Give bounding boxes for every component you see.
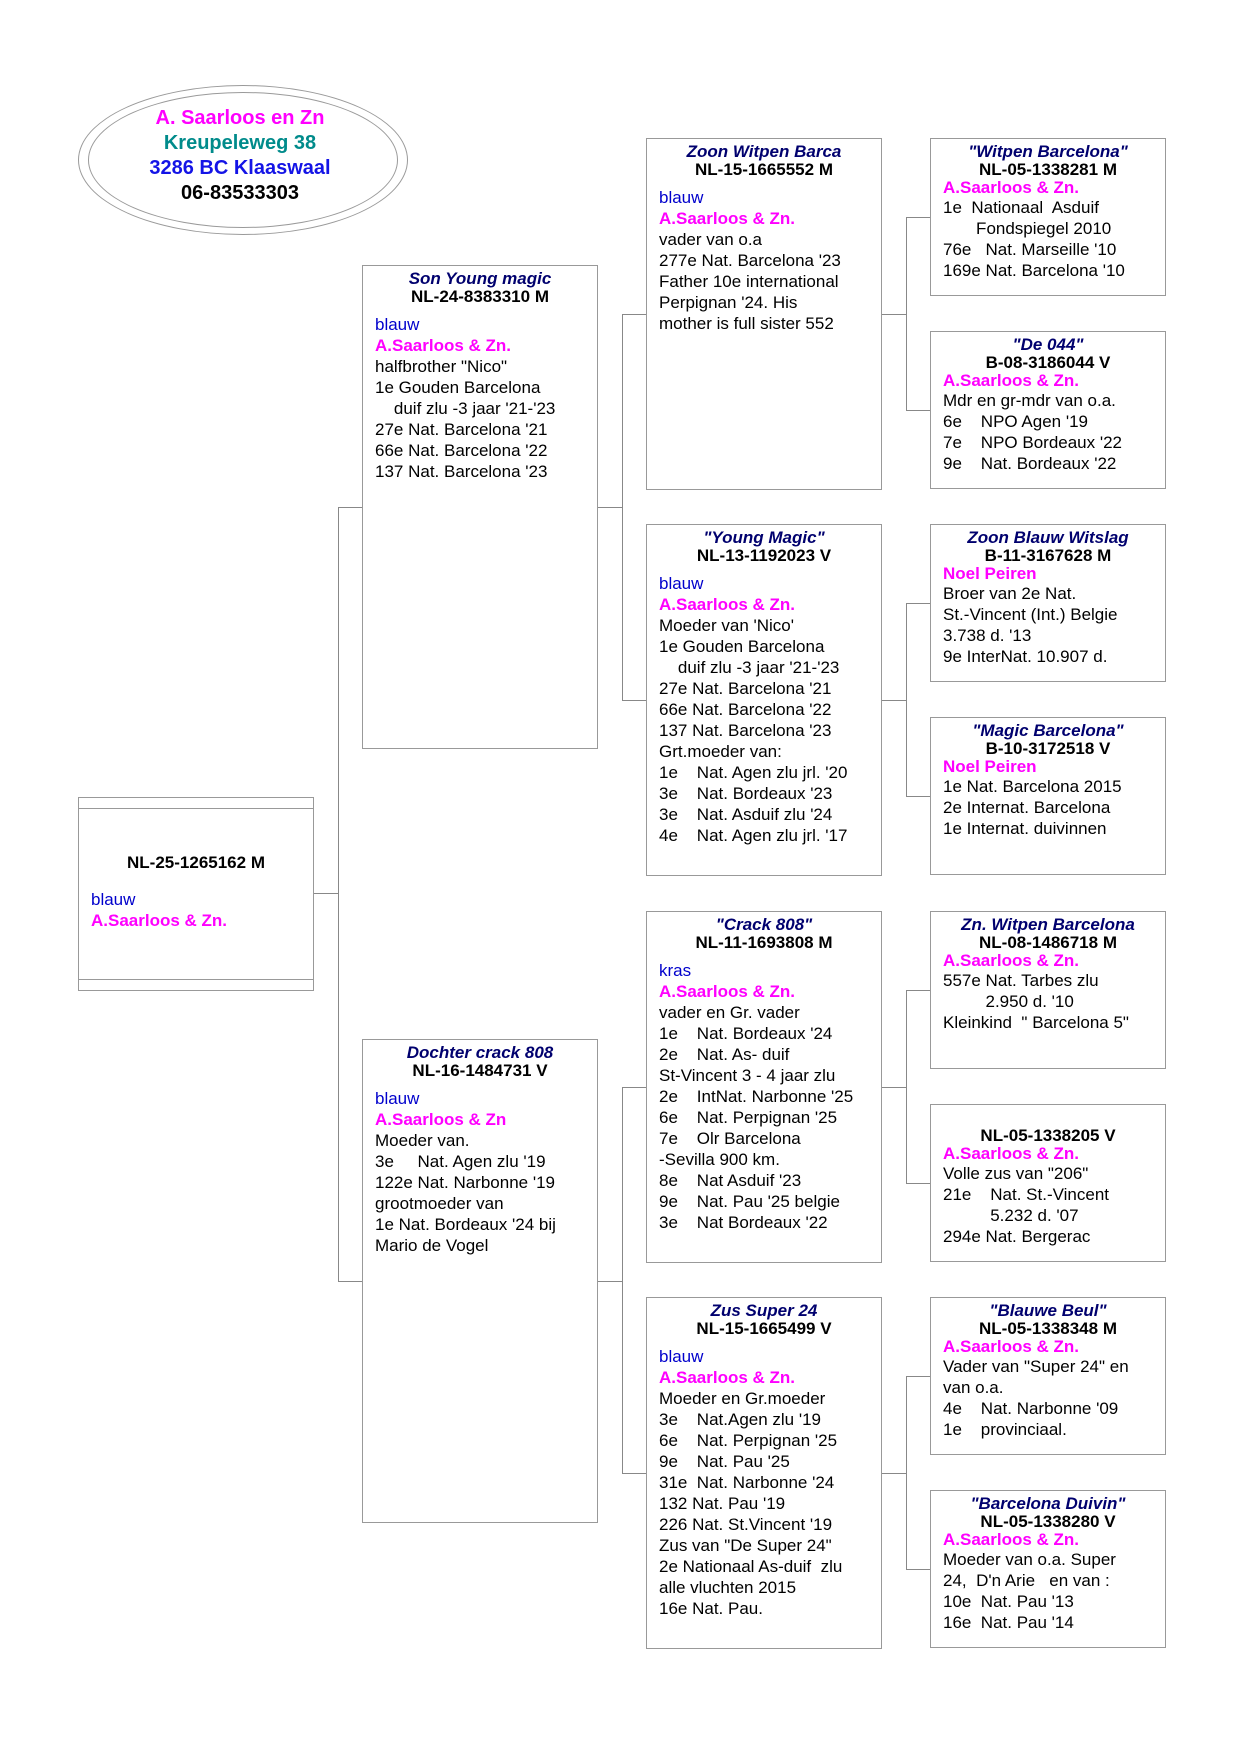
sd-dam-results xyxy=(931,776,1165,839)
result-line: duif zlu -3 jaar '21-'23 xyxy=(375,399,556,418)
connector-line xyxy=(906,990,930,991)
connector-line xyxy=(622,314,623,700)
result-line: 3e Nat Bordeaux '22 xyxy=(659,1213,828,1232)
connector-line xyxy=(882,314,906,315)
sd-sire-breeder: Noel Peiren xyxy=(943,564,1037,583)
result-line: 2e IntNat. Narbonne '25 xyxy=(659,1087,854,1106)
result-line: Volle zus van "206" xyxy=(943,1164,1089,1183)
connector-line xyxy=(906,1569,930,1570)
result-line: 4e Nat. Narbonne '09 xyxy=(943,1399,1119,1418)
result-line: Moeder van. xyxy=(375,1131,470,1150)
ss-dam-ring: B-08-3186044 V xyxy=(985,353,1111,372)
sire-color: blauw xyxy=(375,315,420,334)
sire-dam-ring: NL-13-1192023 V xyxy=(696,546,832,565)
result-line: 2e Internat. Barcelona xyxy=(943,798,1111,817)
result-line: 1e Gouden Barcelona xyxy=(375,378,541,397)
dam-dam-card xyxy=(646,1297,882,1649)
result-line: Kleinkind " Barcelona 5" xyxy=(943,1013,1129,1032)
dd-sire-breeder: A.Saarloos & Zn. xyxy=(943,1337,1080,1356)
dam-ring: NL-16-1484731 V xyxy=(412,1061,548,1080)
connector-line xyxy=(882,1473,906,1474)
subject-bottom-rule xyxy=(79,979,313,980)
sire-ring: NL-24-8383310 M xyxy=(411,287,549,306)
sire-dam-results xyxy=(647,615,881,846)
result-line: 1e Nat. Bordeaux '24 bij xyxy=(375,1215,556,1234)
result-line: vader en Gr. vader xyxy=(659,1003,800,1022)
sire-card xyxy=(362,265,598,749)
dd-dam-name: "Barcelona Duivin" xyxy=(970,1494,1126,1513)
sd-sire-ring: B-11-3167628 M xyxy=(984,546,1112,565)
result-line: 132 Nat. Pau '19 xyxy=(659,1494,786,1513)
connector-line xyxy=(622,700,646,701)
result-line: 277e Nat. Barcelona '23 xyxy=(659,251,841,270)
result-line: 1e Nat. Barcelona 2015 xyxy=(943,777,1122,796)
ss-dam-results xyxy=(931,390,1165,474)
dam-breeder: A.Saarloos & Zn xyxy=(375,1110,507,1129)
ds-sire-card xyxy=(930,911,1166,1069)
result-line: 1e Nat. Agen zlu jrl. '20 xyxy=(659,763,848,782)
result-line: 66e Nat. Barcelona '22 xyxy=(375,441,548,460)
result-line: Moeder en Gr.moeder xyxy=(659,1389,826,1408)
result-line: St.-Vincent (Int.) Belgie xyxy=(943,605,1118,624)
ss-sire-card xyxy=(930,138,1166,296)
result-line: 1e provinciaal. xyxy=(943,1420,1067,1439)
result-line: 9e Nat. Pau '25 xyxy=(659,1452,790,1471)
subject-ring: NL-25-1265162 M xyxy=(127,853,265,872)
sd-sire-results xyxy=(931,583,1165,667)
connector-line xyxy=(598,1281,622,1282)
ds-dam-card xyxy=(930,1104,1166,1262)
dam-name: Dochter crack 808 xyxy=(406,1043,554,1062)
connector-line xyxy=(338,1281,362,1282)
result-line: Perpignan '24. His xyxy=(659,293,798,312)
result-line: Moeder van o.a. Super xyxy=(943,1550,1116,1569)
result-line: 1e Nationaal Asduif xyxy=(943,198,1099,217)
sd-sire-name: Zoon Blauw Witslag xyxy=(967,528,1129,547)
ss-sire-name: "Witpen Barcelona" xyxy=(968,142,1128,161)
dd-dam-card xyxy=(930,1490,1166,1648)
result-line: 7e Olr Barcelona xyxy=(659,1129,801,1148)
result-line: van o.a. xyxy=(943,1378,1004,1397)
result-line: 2e Nationaal As-duif zlu xyxy=(659,1557,843,1576)
result-line: Broer van 2e Nat. xyxy=(943,584,1077,603)
sire-sire-card xyxy=(646,138,882,490)
ss-dam-card xyxy=(930,331,1166,489)
subject-card xyxy=(78,797,314,991)
result-line: 16e Nat. Pau '14 xyxy=(943,1613,1074,1632)
result-line: 2e Nat. As- duif xyxy=(659,1045,790,1064)
result-line: Mdr en gr-mdr van o.a. xyxy=(943,391,1116,410)
result-line: 294e Nat. Bergerac xyxy=(943,1227,1091,1246)
result-line: Vader van "Super 24" en xyxy=(943,1357,1129,1376)
dam-sire-breeder: A.Saarloos & Zn. xyxy=(659,982,796,1001)
result-line: St-Vincent 3 - 4 jaar zlu xyxy=(659,1066,836,1085)
result-line: 3.738 d. '13 xyxy=(943,626,1032,645)
result-line: 27e Nat. Barcelona '21 xyxy=(659,679,832,698)
sd-dam-name: "Magic Barcelona" xyxy=(972,721,1124,740)
result-line: 6e Nat. Perpignan '25 xyxy=(659,1431,838,1450)
sd-dam-ring: B-10-3172518 V xyxy=(985,739,1111,758)
sd-dam-card xyxy=(930,717,1166,875)
connector-line xyxy=(906,217,930,218)
connector-line xyxy=(906,990,907,1183)
result-line: 31e Nat. Narbonne '24 xyxy=(659,1473,835,1492)
connector-line xyxy=(906,217,907,410)
connector-line xyxy=(622,1473,646,1474)
result-line: 16e Nat. Pau. xyxy=(659,1599,763,1618)
result-line: 122e Nat. Narbonne '19 xyxy=(375,1173,555,1192)
breeder-street: Kreupeleweg 38 xyxy=(163,132,317,154)
result-line: Father 10e international xyxy=(659,272,839,291)
sire-dam-name: "Young Magic" xyxy=(703,528,825,547)
result-line: 9e Nat. Bordeaux '22 xyxy=(943,454,1117,473)
connector-line xyxy=(906,603,930,604)
result-line: 6e NPO Agen '19 xyxy=(943,412,1089,431)
result-line: 9e Nat. Pau '25 belgie xyxy=(659,1192,840,1211)
dd-sire-name: "Blauwe Beul" xyxy=(989,1301,1107,1320)
result-line: Fondspiegel 2010 xyxy=(943,219,1112,238)
dam-sire-color: kras xyxy=(659,961,692,980)
result-line: 76e Nat. Marseille '10 xyxy=(943,240,1117,259)
dd-sire-results xyxy=(931,1356,1165,1440)
breeder-name: A. Saarloos en Zn xyxy=(155,107,325,129)
result-line: 3e Nat. Bordeaux '23 xyxy=(659,784,833,803)
dam-dam-ring: NL-15-1665499 V xyxy=(696,1319,832,1338)
result-line: Moeder van 'Nico' xyxy=(659,616,794,635)
result-line: 10e Nat. Pau '13 xyxy=(943,1592,1074,1611)
connector-line xyxy=(338,507,362,508)
result-line: halfbrother "Nico" xyxy=(375,357,508,376)
sd-sire-card xyxy=(930,524,1166,682)
connector-line xyxy=(906,1376,930,1377)
subject-color: blauw xyxy=(91,890,136,909)
dam-sire-ring: NL-11-1693808 M xyxy=(695,933,833,952)
sire-sire-color: blauw xyxy=(659,188,704,207)
ss-sire-ring: NL-05-1338281 M xyxy=(979,160,1117,179)
connector-line xyxy=(906,410,930,411)
ss-sire-results xyxy=(931,197,1165,281)
result-line: 3e Nat. Asduif zlu '24 xyxy=(659,805,833,824)
result-line: 137 Nat. Barcelona '23 xyxy=(375,462,548,481)
subject-top-rule xyxy=(79,798,313,809)
dam-sire-results xyxy=(647,1002,881,1233)
result-line: 3e Nat. Agen zlu '19 xyxy=(375,1152,546,1171)
connector-line xyxy=(906,1376,907,1569)
sd-dam-breeder: Noel Peiren xyxy=(943,757,1037,776)
result-line: Mario de Vogel xyxy=(375,1236,489,1255)
dd-sire-ring: NL-05-1338348 M xyxy=(979,1319,1117,1338)
connector-line xyxy=(338,507,339,1281)
dam-color: blauw xyxy=(375,1089,420,1108)
result-line: 2.950 d. '10 xyxy=(943,992,1074,1011)
ds-sire-ring: NL-08-1486718 M xyxy=(979,933,1117,952)
sire-dam-breeder: A.Saarloos & Zn. xyxy=(659,595,796,614)
result-line: 21e Nat. St.-Vincent xyxy=(943,1185,1109,1204)
result-line: 1e Internat. duivinnen xyxy=(943,819,1107,838)
breeder-city: 3286 BC Klaaswaal xyxy=(149,157,331,179)
connector-line xyxy=(622,1087,623,1473)
ss-sire-breeder: A.Saarloos & Zn. xyxy=(943,178,1080,197)
result-line: 1e Gouden Barcelona xyxy=(659,637,825,656)
dam-results xyxy=(363,1130,597,1256)
ds-sire-name: Zn. Witpen Barcelona xyxy=(961,915,1135,934)
result-line: 137 Nat. Barcelona '23 xyxy=(659,721,832,740)
result-line: 6e Nat. Perpignan '25 xyxy=(659,1108,838,1127)
dd-dam-breeder: A.Saarloos & Zn. xyxy=(943,1530,1080,1549)
result-line: 66e Nat. Barcelona '22 xyxy=(659,700,832,719)
result-line: 226 Nat. St.Vincent '19 xyxy=(659,1515,833,1534)
result-line: mother is full sister 552 xyxy=(659,314,834,333)
ss-dam-breeder: A.Saarloos & Zn. xyxy=(943,371,1080,390)
dam-card xyxy=(362,1039,598,1523)
sire-name: Son Young magic xyxy=(408,269,552,288)
connector-line xyxy=(314,893,338,894)
result-line: 9e InterNat. 10.907 d. xyxy=(943,647,1108,666)
dam-dam-name: Zus Super 24 xyxy=(710,1301,818,1320)
sire-breeder: A.Saarloos & Zn. xyxy=(375,336,512,355)
connector-line xyxy=(882,1087,906,1088)
dam-dam-color: blauw xyxy=(659,1347,704,1366)
result-line: vader van o.a xyxy=(659,230,763,249)
result-line: 4e Nat. Agen zlu jrl. '17 xyxy=(659,826,848,845)
sire-sire-results xyxy=(647,229,881,334)
result-line: alle vluchten 2015 xyxy=(659,1578,797,1597)
dam-dam-results xyxy=(647,1388,881,1619)
ds-dam-results xyxy=(931,1163,1165,1247)
breeder-phone: 06-83533303 xyxy=(181,182,299,204)
ds-dam-breeder: A.Saarloos & Zn. xyxy=(943,1144,1080,1163)
dam-sire-name: "Crack 808" xyxy=(715,915,813,934)
dd-dam-results xyxy=(931,1549,1165,1633)
result-line: -Sevilla 900 km. xyxy=(659,1150,780,1169)
result-line: 5.232 d. '07 xyxy=(943,1206,1079,1225)
sire-sire-breeder: A.Saarloos & Zn. xyxy=(659,209,796,228)
ds-dam-ring: NL-05-1338205 V xyxy=(980,1126,1116,1145)
result-line: 7e NPO Bordeaux '22 xyxy=(943,433,1123,452)
sire-sire-ring: NL-15-1665552 M xyxy=(695,160,833,179)
connector-line xyxy=(906,603,907,796)
breeder-header xyxy=(100,106,380,206)
result-line: 169e Nat. Barcelona '10 xyxy=(943,261,1125,280)
ds-dam-name xyxy=(931,1109,1165,1127)
connector-line xyxy=(622,314,646,315)
ds-sire-results xyxy=(931,970,1165,1033)
dd-dam-ring: NL-05-1338280 V xyxy=(980,1512,1116,1531)
connector-line xyxy=(906,1183,930,1184)
result-line: 1e Nat. Bordeaux '24 xyxy=(659,1024,833,1043)
dam-dam-breeder: A.Saarloos & Zn. xyxy=(659,1368,796,1387)
sire-results xyxy=(363,356,597,482)
result-line: grootmoeder van xyxy=(375,1194,504,1213)
sire-sire-name: Zoon Witpen Barca xyxy=(686,142,842,161)
connector-line xyxy=(882,700,906,701)
sire-dam-color: blauw xyxy=(659,574,704,593)
result-line: 24, D'n Arie en van : xyxy=(943,1571,1110,1590)
dd-sire-card xyxy=(930,1297,1166,1455)
result-line: 3e Nat.Agen zlu '19 xyxy=(659,1410,822,1429)
result-line: duif zlu -3 jaar '21-'23 xyxy=(659,658,840,677)
connector-line xyxy=(598,507,622,508)
result-line: Zus van "De Super 24" xyxy=(659,1536,832,1555)
result-line: 8e Nat Asduif '23 xyxy=(659,1171,802,1190)
result-line: 557e Nat. Tarbes zlu xyxy=(943,971,1099,990)
subject-breeder: A.Saarloos & Zn. xyxy=(91,911,228,930)
sire-dam-card xyxy=(646,524,882,876)
ds-sire-breeder: A.Saarloos & Zn. xyxy=(943,951,1080,970)
dam-sire-card xyxy=(646,911,882,1263)
connector-line xyxy=(622,1087,646,1088)
result-line: Grt.moeder van: xyxy=(659,742,782,761)
result-line: 27e Nat. Barcelona '21 xyxy=(375,420,548,439)
connector-line xyxy=(906,796,930,797)
ss-dam-name: "De 044" xyxy=(1012,335,1084,354)
